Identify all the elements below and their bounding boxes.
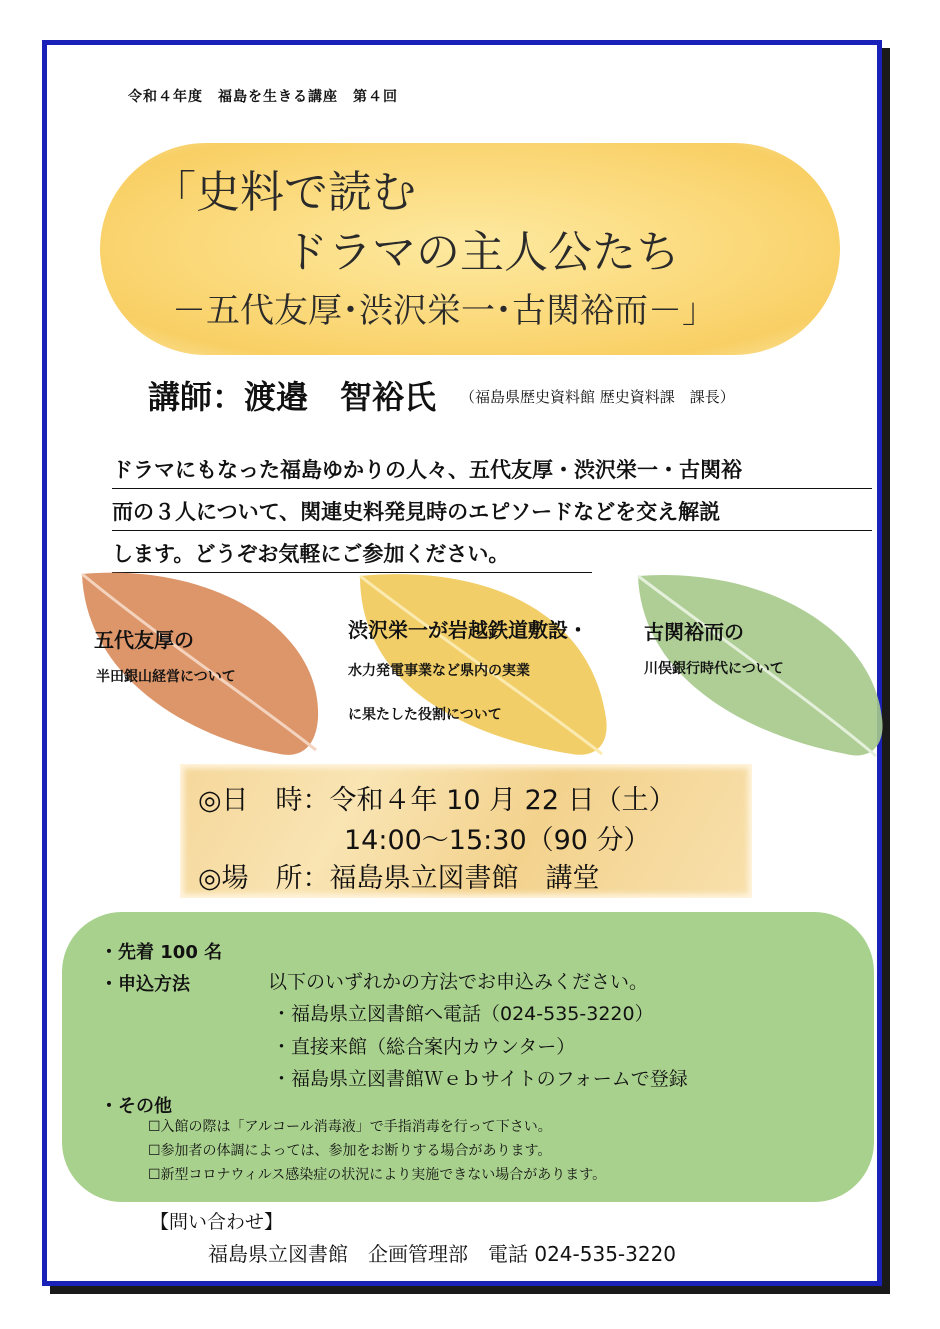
description-line-3: します。どうぞお気軽にご参加ください。 — [112, 538, 592, 573]
leaf-3-subtitle: 川俣銀行時代について — [644, 661, 784, 677]
series-label: 令和４年度 福島を生きる講座 第４回 — [128, 89, 398, 105]
schedule-date: ◎日 時：令和４年 10 月 22 日（土） — [198, 785, 676, 816]
leaf-icon-orange — [82, 573, 318, 755]
note-health: ☐参加者の体調によっては、参加をお断りする場合があります。 — [148, 1143, 552, 1159]
other-label: ・その他 — [100, 1096, 172, 1117]
title-line-3: －五代友厚･渋沢栄一･古関裕而－」 — [172, 291, 716, 331]
description-line-1: ドラマにもなった福島ゆかりの人々、五代友厚・渋沢栄一・古関裕 — [112, 454, 872, 489]
title-line-2: ドラマの主人公たち — [284, 227, 680, 278]
contact-details: 福島県立図書館 企画管理部 電話 024-535-3220 — [208, 1242, 677, 1266]
leaf-1-subtitle: 半田銀山経営について — [96, 669, 236, 685]
leaf-3-title: 古関裕而の — [644, 620, 744, 644]
leaf-2-line-2: 水力発電事業など県内の実業 — [348, 663, 530, 679]
capacity-label: ・先着 100 名 — [100, 942, 223, 963]
apply-lead: 以下のいずれかの方法でお申込みください。 — [268, 971, 649, 993]
leaf-1-title: 五代友厚の — [94, 628, 194, 652]
leaf-2-title: 渋沢栄一が岩越鉄道敷設・ — [348, 618, 588, 642]
leaf-2-line-3: に果たした役割について — [348, 707, 502, 723]
title-line-1: 「史料で読む — [152, 167, 416, 218]
lecturer-affiliation: （福島県歴史資料館 歴史資料課 課長） — [460, 388, 735, 406]
note-covid: ☐新型コロナウィルス感染症の状況により実施できない場合があります。 — [148, 1167, 607, 1183]
lecturer-name: 講師：渡邉 智裕氏 — [148, 378, 437, 416]
apply-label: ・申込方法 — [100, 974, 190, 995]
schedule-venue: ◎場 所：福島県立図書館 講堂 — [198, 863, 600, 894]
note-sanitizer: ☐入館の際は「アルコール消毒液」で手指消毒を行って下さい。 — [148, 1119, 552, 1135]
apply-method-web: ・福島県立図書館Ｗｅｂサイトのフォームで登録 — [272, 1068, 688, 1090]
schedule-time: 14:00～15:30（90 分） — [344, 825, 651, 856]
contact-heading: 【問い合わせ】 — [150, 1211, 284, 1233]
apply-method-phone: ・福島県立図書館へ電話（024-535-3220） — [272, 1003, 654, 1025]
description-line-2: 而の３人について、関連史料発見時のエピソードなどを交え解説 — [112, 496, 872, 531]
apply-method-visit: ・直接来館（総合案内カウンター） — [272, 1036, 576, 1058]
